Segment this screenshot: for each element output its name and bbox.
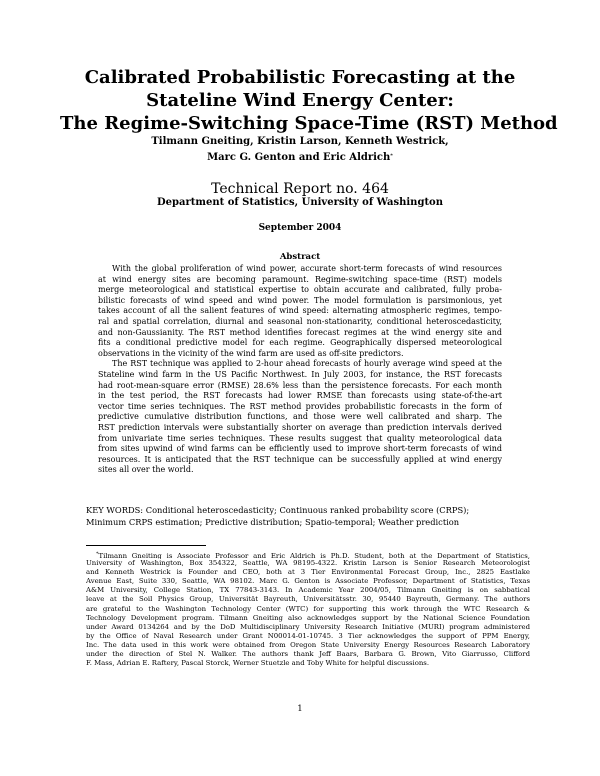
footnote-line: F. Mass, Adrian E. Raftery, Pascal Storck, Werner Stuetzle and Toby White for helpful discussions. [86,659,430,668]
abstract-p2-line: predictive cumulative distribution functions, and those were well calibrated and sharp. The [98,412,502,422]
footnote-line: under Award 0134264 and by the DoD Multidisciplinary University Research Initiative (MURI) program administered [86,622,530,631]
report-date: September 2004 [258,223,342,233]
abstract-p1-line: observations in the vicinity of the wind farm are used as off-site predictors. [98,348,404,358]
abstract-p2-line: resources. It is anticipated that the RST technique can be successfully applied at wind energy [98,454,502,464]
keywords [86,505,530,528]
abstract-p1-line: at wind energy sites are becoming paramount. Regime-switching space-time (RST) models [98,274,502,284]
page-number: 1 [297,704,303,714]
abstract-p2-line: from sites upwind of wind farms can be efficiently used to improve short-term forecasts of wind [98,444,502,454]
paper-title [60,66,558,135]
abstract-body [98,264,502,476]
abstract-p2-line: had root-mean-square error (RMSE) 28.6% less than the persistence forecasts. For each month [98,380,502,390]
footnote-line: Avenue East, Suite 330, Seattle, WA 98102. Marc G. Genton is Associate Professor, Department of Statistics, Texas [86,577,530,586]
author-list [60,135,540,165]
author-line-2 [60,149,540,165]
footnote-line-text: Tilmann Gneiting is Associate Professor and Eric Aldrich is Ph.D. Student, both at the Department of Statistics, [98,552,530,560]
abstract-p1-line: fits a conditional predictive model for each regime. Geographically dispersed meteorological [98,338,502,348]
footnote-rule [86,545,206,546]
abstract-p1-line: bilistic forecasts of wind speed and wind power. The model formulation is parsimonious, yet [98,295,502,305]
report-number: Technical Report no. 464 [211,181,389,197]
abstract-p2-line: vector time series techniques. The RST method provides probabilistic forecasts in the form of [98,401,502,411]
footnote-mark: * [96,551,99,557]
title-line-2: Stateline Wind Energy Center: [146,90,454,111]
keywords-line-1: KEY WORDS: Conditional heteroscedasticity; Continuous ranked probability score (CRPS); [86,505,470,515]
abstract-p2-line: in the test period, the RST forecasts had lower RMSE than forecasts using state-of-the-art [98,391,502,401]
footnote-line [86,550,530,559]
abstract-heading: Abstract [279,252,321,262]
abstract-p2-line: RST prediction intervals were substantially shorter on average than prediction intervals derived [98,422,502,432]
footnote-line: by the Office of Naval Research under Grant N00014-01-10745. 3 Tier acknowledges the support of PPM Energy, [86,631,530,640]
footnote-line: under the direction of Stel N. Walker. The authors thank Jeff Baars, Barbara G. Brown, Vito Giarrusso, Clifford [86,650,530,659]
footnote-line: A&M University, College Station, TX 77843-3143. In Academic Year 2004/05, Tilmann Gneiting is on sabbatical [86,586,530,595]
author-line-2-text: Marc G. Genton and Eric Aldrich [207,152,391,163]
abstract-p2-line: The RST technique was applied to 2-hour ahead forecasts of hourly average wind speed at the [112,359,502,369]
abstract-p2-line: sites all over the world. [98,465,194,475]
abstract-p2-line: from univariate time series techniques. These results suggest that quality meteorological data [98,433,502,443]
abstract-p1-line: and non-Gaussianity. The RST method identifies forecast regimes at the wind energy site and [98,327,502,337]
footnote-line: are grateful to the Washington Technology Center (WTC) for supporting this work through the WTC Research & [86,604,530,613]
title-line-1: Calibrated Probabilistic Forecasting at the [84,67,516,88]
abstract-p1-line: With the global proliferation of wind power, accurate short-term forecasts of wind resources [112,264,502,273]
department: Department of Statistics, University of Washington [156,197,443,208]
keywords-line-2: Minimum CRPS estimation; Predictive distribution; Spatio-temporal; Weather prediction [86,516,460,527]
abstract-p2-line: Stateline wind farm in the US Pacific Northwest. In July 2003, for instance, the RST forecasts [98,369,502,379]
footnote-line: Inc. The data used in this work were obtained from Oregon State University Energy Resources Research Laboratory [86,640,530,649]
abstract-p1-line: merge meteorological and statistical expertise to obtain accurate and calibrated, fully proba- [98,285,502,295]
footnote-line: leave at the Soil Physics Group, Universität Bayreuth, Universitätsstr. 30, 95440 Bayreuth, Germany. The authors [86,595,530,604]
footnote-line: University of Washington, Box 354322, Seattle, WA 98195-4322. Kristin Larson is Senior Research Meteorologist [86,559,530,568]
title-line-3: The Regime-Switching Space-Time (RST) Method [60,113,558,134]
abstract-p1-line: takes account of all the salient features of wind speed: alternating atmospheric regimes, tempo- [98,306,502,316]
author-line-1: Tilmann Gneiting, Kristin Larson, Kenneth Westrick, [151,136,449,147]
author-footnote-mark: * [390,153,393,159]
footnote-line: Technology Development program. Tilmann Gneiting also acknowledges support by the National Science Foundation [86,613,530,622]
author-footnote [86,550,530,668]
abstract-p1-line: ral and spatial correlation, diurnal and seasonal non-stationarity, conditional heteroscedasticity, [98,316,502,326]
footnote-line: and Kenneth Westrick is Founder and CEO, both at 3 Tier Environmental Forecast Group, Inc., 2825 Eastlake [86,568,530,577]
